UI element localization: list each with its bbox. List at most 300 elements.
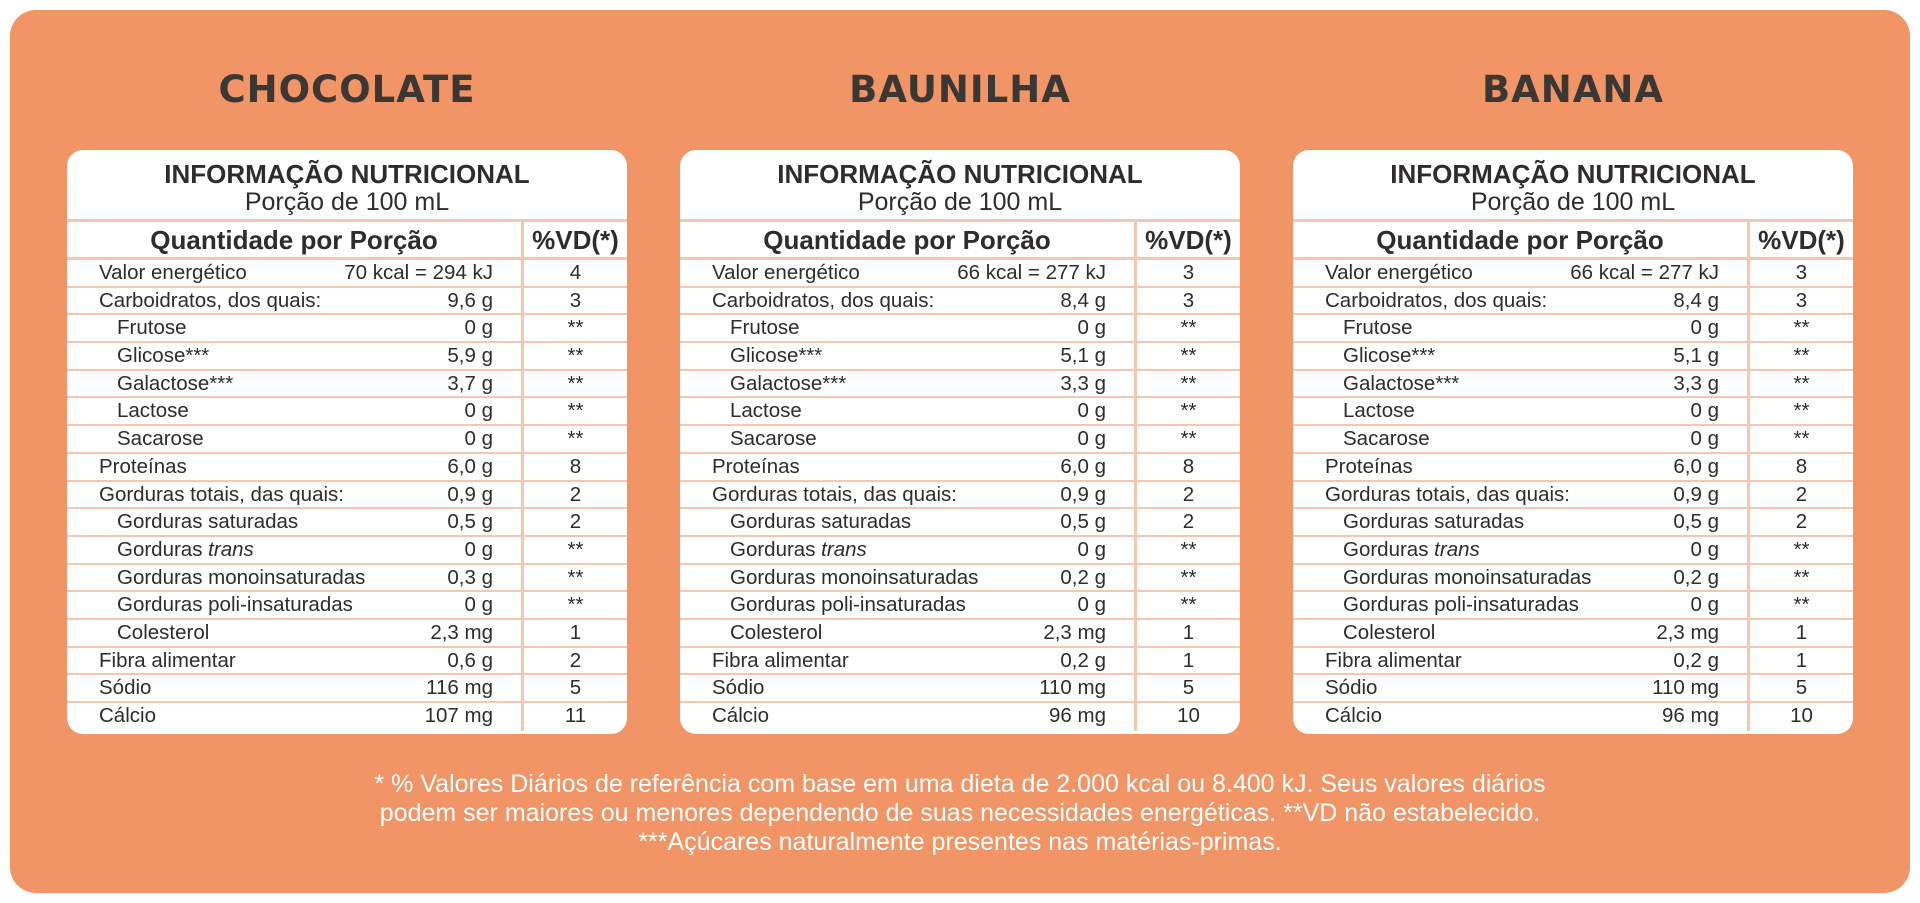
nutrient-cell (680, 675, 1137, 701)
nutrient-row (67, 620, 627, 648)
nutrient-amount: 0 g (464, 399, 493, 423)
nutrient-name-wrap (117, 620, 209, 646)
nutrition-panel (10, 10, 1910, 893)
vd-header: %VD(*) (1145, 225, 1232, 255)
nutrient-name-italic: trans (1434, 537, 1480, 561)
nutrient-amount: 0 g (464, 537, 493, 561)
nutrient-row (67, 703, 627, 731)
nutrient-vd: 5 (1795, 676, 1808, 700)
nutrient-name: Lactose (1343, 399, 1415, 423)
nutrient-cell (67, 592, 524, 618)
footnote-line: podem ser maiores ou menores dependendo de suas necessidades energéticas. **VD não estabelecido. (379, 799, 1541, 827)
nutrient-row (680, 288, 1240, 316)
nutrient-amount: 8,4 g (1060, 288, 1106, 312)
nutrient-name: Sacarose (730, 427, 817, 451)
nutrient-cell (680, 288, 1137, 314)
nutrient-name: Gorduras monoinsaturadas (730, 565, 979, 589)
nutrient-name: Gorduras (730, 537, 816, 561)
nutrient-cell (680, 592, 1137, 618)
nutrient-amount: 2,3 mg (1043, 620, 1106, 644)
card-title: INFORMAÇÃO NUTRICIONAL (777, 159, 1143, 189)
nutrient-name: Galactose*** (730, 371, 847, 395)
nutrient-row (680, 648, 1240, 676)
nutrient-row (67, 648, 627, 676)
nutrient-row (1293, 675, 1853, 703)
card-header (67, 150, 627, 222)
nutrient-cell (1293, 592, 1750, 618)
nutrient-vd: 4 (569, 261, 582, 284)
nutrient-name: Gorduras poli-insaturadas (730, 593, 966, 617)
nutrient-row (1293, 398, 1853, 426)
nutrient-name-wrap (99, 675, 151, 701)
nutrient-vd: ** (1180, 427, 1197, 451)
vd-header: %VD(*) (532, 225, 619, 255)
nutrient-rows (1293, 260, 1853, 731)
nutrient-vd: ** (1793, 344, 1810, 368)
nutrient-amount: 0 g (1690, 316, 1719, 340)
nutrient-vd: 10 (1790, 704, 1813, 727)
quantity-header: Quantidade por Porção (680, 222, 1137, 257)
nutrient-name: Galactose*** (1343, 371, 1460, 395)
nutrient-row (67, 398, 627, 426)
nutrient-amount: 0,5 g (447, 510, 493, 534)
nutrient-amount: 0,2 g (1060, 648, 1106, 672)
nutrient-amount: 70 kcal = 294 kJ (344, 261, 493, 284)
nutrient-cell (1293, 288, 1750, 314)
nutrient-name-wrap (117, 315, 187, 341)
nutrient-name: Colesterol (730, 620, 823, 644)
nutrient-row (1293, 454, 1853, 482)
nutrient-amount: 0,9 g (447, 482, 493, 506)
nutrient-name: Sacarose (1343, 427, 1430, 451)
card-subtitle: Porção de 100 mL (1470, 188, 1676, 216)
nutrient-name: Glicose*** (1343, 344, 1436, 368)
nutrient-cell (680, 648, 1137, 674)
footnote-line: * % Valores Diários de referência com base em uma dieta de 2.000 kcal ou 8.400 kJ. Seus valores diários (374, 770, 1546, 798)
nutrient-cell (680, 343, 1137, 369)
nutrient-cell (67, 703, 524, 731)
nutrient-name-wrap (99, 454, 187, 480)
nutrient-row (680, 620, 1240, 648)
nutrient-amount: 107 mg (424, 704, 493, 727)
nutrient-vd: ** (1180, 399, 1197, 423)
nutrient-name-wrap (1325, 675, 1377, 701)
nutrient-name: Galactose*** (117, 371, 234, 395)
nutrient-name: Sódio (712, 676, 765, 700)
nutrient-cell (680, 565, 1137, 591)
nutrient-name: Gorduras saturadas (1343, 510, 1525, 534)
nutrient-rows (67, 260, 627, 731)
nutrient-name: Gorduras (117, 537, 203, 561)
nutrition-card (67, 150, 627, 734)
column-header-row (680, 222, 1240, 260)
nutrient-amount: 5,1 g (1060, 344, 1106, 368)
nutrient-name: Valor energético (712, 261, 860, 284)
nutrient-vd: 1 (1795, 620, 1808, 644)
nutrient-amount: 110 mg (1652, 676, 1719, 700)
nutrient-cell (1293, 315, 1750, 341)
nutrient-vd: ** (567, 565, 584, 589)
nutrient-amount: 0 g (1077, 537, 1106, 561)
nutrient-row (1293, 343, 1853, 371)
nutrient-name: Gorduras poli-insaturadas (117, 593, 353, 617)
nutrient-cell (680, 482, 1137, 508)
nutrient-row (67, 675, 627, 703)
nutrient-name: Gorduras monoinsaturadas (117, 565, 366, 589)
nutrient-vd: 2 (1182, 510, 1195, 534)
nutrient-cell (67, 454, 524, 480)
nutrient-vd: 3 (1795, 288, 1808, 312)
nutrient-name-wrap (730, 343, 822, 369)
nutrient-amount: 0 g (1077, 427, 1106, 451)
nutrient-cell (67, 648, 524, 674)
nutrient-name-wrap (1343, 537, 1480, 563)
nutrient-vd: 2 (569, 482, 582, 506)
nutrient-name-wrap (117, 371, 233, 397)
nutrient-vd: 5 (569, 676, 582, 700)
nutrient-name: Proteínas (99, 454, 187, 478)
quantity-header: Quantidade por Porção (67, 222, 524, 257)
nutrient-name-wrap (1325, 454, 1413, 480)
nutrient-name-wrap (1343, 343, 1435, 369)
nutrient-vd: 3 (569, 288, 582, 312)
card-subtitle: Porção de 100 mL (244, 188, 450, 216)
nutrient-vd: ** (1180, 565, 1197, 589)
nutrient-vd: ** (567, 399, 584, 423)
nutrient-vd: 3 (1182, 288, 1195, 312)
nutrient-cell (67, 509, 524, 535)
nutrient-cell (67, 426, 524, 452)
nutrient-name-wrap (117, 509, 298, 535)
nutrient-name-wrap (1325, 482, 1570, 508)
nutrient-row (680, 426, 1240, 454)
nutrient-vd: 3 (1182, 261, 1195, 284)
nutrient-vd: 1 (1182, 648, 1195, 672)
nutrient-name: Frutose (1343, 316, 1413, 340)
nutrient-amount: 96 mg (1662, 704, 1719, 727)
nutrient-cell (1293, 565, 1750, 591)
nutrient-amount: 0 g (464, 316, 493, 340)
nutrient-cell (1293, 703, 1750, 731)
nutrient-row (67, 482, 627, 510)
nutrient-name-wrap (730, 592, 966, 618)
nutrient-cell (1293, 482, 1750, 508)
nutrient-cell (67, 315, 524, 341)
nutrition-card (680, 150, 1240, 734)
nutrient-name-wrap (712, 454, 800, 480)
nutrient-name-wrap (1343, 592, 1579, 618)
nutrient-amount: 66 kcal = 277 kJ (1570, 261, 1719, 284)
nutrition-card (1293, 150, 1853, 734)
nutrient-row (1293, 565, 1853, 593)
nutrient-row (680, 592, 1240, 620)
nutrient-vd: ** (567, 316, 584, 340)
nutrient-row (67, 288, 627, 316)
nutrient-name-wrap (712, 482, 957, 508)
nutrient-name: Sódio (1325, 676, 1378, 700)
nutrient-amount: 6,0 g (1673, 454, 1719, 478)
nutrient-name-wrap (730, 315, 800, 341)
nutrient-name: Proteínas (712, 454, 800, 478)
nutrient-vd: ** (1793, 399, 1810, 423)
nutrient-amount: 5,9 g (447, 344, 493, 368)
nutrient-name: Valor energético (1325, 261, 1473, 284)
card-subtitle: Porção de 100 mL (857, 188, 1063, 216)
nutrient-name-wrap (1343, 371, 1459, 397)
nutrient-name-wrap (1343, 426, 1430, 452)
nutrient-name-wrap (730, 509, 911, 535)
nutrient-amount: 3,3 g (1673, 371, 1719, 395)
nutrient-name: Fibra alimentar (99, 648, 236, 672)
nutrient-name-wrap (1343, 620, 1435, 646)
nutrient-vd: 1 (1795, 648, 1808, 672)
nutrient-row (1293, 260, 1853, 288)
card-title: INFORMAÇÃO NUTRICIONAL (164, 159, 530, 189)
flavor-title: BANANA (1481, 68, 1665, 111)
nutrient-row (680, 703, 1240, 731)
nutrient-name-wrap (712, 703, 769, 729)
nutrient-name-wrap (712, 288, 934, 314)
nutrient-vd: 2 (1795, 510, 1808, 534)
nutrient-row (1293, 482, 1853, 510)
nutrient-amount: 0 g (1077, 316, 1106, 340)
nutrient-name-wrap (730, 426, 817, 452)
nutrient-name: Lactose (117, 399, 189, 423)
nutrient-cell (680, 620, 1137, 646)
nutrient-row (1293, 315, 1853, 343)
card-header (1293, 150, 1853, 222)
nutrient-cell (1293, 648, 1750, 674)
nutrient-row (680, 509, 1240, 537)
nutrient-name: Frutose (730, 316, 800, 340)
card-header (680, 150, 1240, 222)
nutrient-amount: 0 g (464, 427, 493, 451)
nutrient-cell (67, 537, 524, 563)
nutrient-vd: ** (567, 371, 584, 395)
nutrient-name-wrap (1343, 565, 1591, 591)
nutrient-vd: ** (1793, 316, 1810, 340)
nutrient-cell (1293, 426, 1750, 452)
nutrient-name-wrap (1325, 288, 1547, 314)
nutrient-row (67, 371, 627, 399)
nutrient-cell (680, 315, 1137, 341)
nutrient-row (1293, 288, 1853, 316)
nutrient-amount: 110 mg (1039, 676, 1106, 700)
nutrient-name-wrap (1343, 315, 1413, 341)
nutrient-vd: 8 (569, 454, 582, 478)
nutrient-amount: 0 g (1077, 593, 1106, 617)
nutrient-name: Cálcio (1325, 704, 1382, 727)
flavor-title: CHOCOLATE (218, 68, 476, 111)
nutrient-vd: 11 (564, 704, 587, 727)
nutrient-row (680, 454, 1240, 482)
nutrient-amount: 6,0 g (1060, 454, 1106, 478)
nutrient-name: Sódio (99, 676, 152, 700)
nutrient-row (1293, 648, 1853, 676)
footnote (10, 770, 1910, 857)
nutrient-row (67, 315, 627, 343)
column-header-row (67, 222, 627, 260)
nutrient-name: Carboidratos, dos quais: (99, 288, 322, 312)
nutrient-name-wrap (117, 592, 353, 618)
nutrient-row (680, 343, 1240, 371)
nutrient-cell (67, 343, 524, 369)
nutrient-vd: ** (1793, 537, 1810, 561)
nutrient-cell (680, 371, 1137, 397)
nutrient-name-wrap (117, 537, 254, 563)
nutrient-vd: 8 (1795, 454, 1808, 478)
nutrient-cell (680, 426, 1137, 452)
nutrient-name-italic: trans (208, 537, 254, 561)
nutrient-cell (1293, 509, 1750, 535)
nutrient-amount: 0,5 g (1673, 510, 1719, 534)
nutrient-name: Colesterol (117, 620, 210, 644)
nutrient-vd: 1 (569, 620, 582, 644)
nutrient-amount: 0,6 g (447, 648, 493, 672)
nutrient-amount: 0,2 g (1673, 565, 1719, 589)
nutrient-vd: ** (1180, 537, 1197, 561)
nutrient-amount: 0,9 g (1673, 482, 1719, 506)
nutrient-name-wrap (1325, 703, 1382, 729)
nutrient-vd: ** (567, 344, 584, 368)
nutrient-cell (680, 703, 1137, 731)
nutrient-name: Cálcio (99, 704, 156, 727)
vd-header: %VD(*) (1758, 225, 1845, 255)
nutrient-cell (680, 509, 1137, 535)
nutrient-amount: 2,3 mg (430, 620, 493, 644)
nutrient-cell (1293, 371, 1750, 397)
nutrient-name: Gorduras monoinsaturadas (1343, 565, 1592, 589)
nutrient-amount: 8,4 g (1673, 288, 1719, 312)
nutrient-amount: 0 g (464, 593, 493, 617)
nutrient-row (1293, 537, 1853, 565)
nutrient-name-wrap (99, 648, 236, 674)
nutrient-cell (67, 620, 524, 646)
nutrient-vd: 5 (1182, 676, 1195, 700)
nutrient-amount: 0,5 g (1060, 510, 1106, 534)
nutrient-name-wrap (730, 537, 867, 563)
nutrient-vd: ** (567, 427, 584, 451)
nutrient-row (1293, 620, 1853, 648)
column-header-row (1293, 222, 1853, 260)
nutrient-amount: 0,2 g (1060, 565, 1106, 589)
nutrient-name: Fibra alimentar (1325, 648, 1462, 672)
nutrient-name-wrap (730, 398, 802, 424)
nutrient-amount: 66 kcal = 277 kJ (957, 261, 1106, 284)
nutrient-cell (1293, 343, 1750, 369)
nutrient-cell (1293, 537, 1750, 563)
card-title: INFORMAÇÃO NUTRICIONAL (1390, 159, 1756, 189)
nutrient-row (680, 398, 1240, 426)
nutrient-name: Valor energético (99, 261, 247, 284)
nutrient-cell (680, 398, 1137, 424)
nutrient-vd: 2 (569, 648, 582, 672)
nutrient-amount: 3,3 g (1060, 371, 1106, 395)
quantity-header: Quantidade por Porção (1293, 222, 1750, 257)
nutrient-vd: ** (567, 593, 584, 617)
nutrient-cell (67, 675, 524, 701)
nutrient-vd: 10 (1177, 704, 1200, 727)
nutrient-name-wrap (99, 260, 247, 286)
nutrient-vd: ** (1793, 371, 1810, 395)
nutrient-amount: 0,9 g (1060, 482, 1106, 506)
nutrient-name: Gorduras totais, das quais: (712, 482, 957, 506)
nutrient-name-wrap (117, 426, 204, 452)
nutrient-row (1293, 509, 1853, 537)
nutrient-name: Lactose (730, 399, 802, 423)
nutrient-vd: ** (567, 537, 584, 561)
nutrient-row (1293, 426, 1853, 454)
nutrient-name: Glicose*** (117, 344, 210, 368)
nutrient-name: Carboidratos, dos quais: (712, 288, 935, 312)
nutrient-amount: 3,7 g (447, 371, 493, 395)
nutrient-row (680, 371, 1240, 399)
nutrient-rows (680, 260, 1240, 731)
nutrient-cell (680, 454, 1137, 480)
nutrient-vd: 3 (1795, 261, 1808, 284)
nutrient-vd: ** (1180, 371, 1197, 395)
nutrient-row (67, 343, 627, 371)
nutrient-cell (67, 398, 524, 424)
nutrient-row (67, 509, 627, 537)
nutrient-row (680, 565, 1240, 593)
nutrient-amount: 0 g (1077, 399, 1106, 423)
nutrient-vd: 1 (1182, 620, 1195, 644)
nutrient-name: Gorduras (1343, 537, 1429, 561)
nutrient-vd: 2 (1795, 482, 1808, 506)
nutrient-name-wrap (99, 482, 344, 508)
nutrient-vd: ** (1793, 565, 1810, 589)
nutrient-row (67, 260, 627, 288)
nutrient-name: Carboidratos, dos quais: (1325, 288, 1548, 312)
nutrient-cell (67, 288, 524, 314)
nutrient-cell (67, 371, 524, 397)
nutrient-row (680, 482, 1240, 510)
nutrient-row (680, 260, 1240, 288)
nutrient-vd: ** (1793, 593, 1810, 617)
nutrient-name: Glicose*** (730, 344, 823, 368)
nutrient-name: Gorduras saturadas (117, 510, 299, 534)
nutrient-row (680, 675, 1240, 703)
nutrient-name-italic: trans (821, 537, 867, 561)
nutrient-row (1293, 592, 1853, 620)
nutrient-name: Sacarose (117, 427, 204, 451)
nutrient-row (67, 592, 627, 620)
nutrient-cell (1293, 398, 1750, 424)
nutrient-name: Fibra alimentar (712, 648, 849, 672)
nutrient-name: Gorduras totais, das quais: (99, 482, 344, 506)
nutrient-amount: 5,1 g (1673, 344, 1719, 368)
nutrient-name: Gorduras saturadas (730, 510, 912, 534)
nutrient-name-wrap (99, 703, 156, 729)
nutrient-row (67, 565, 627, 593)
nutrient-vd: ** (1793, 427, 1810, 451)
nutrient-amount: 0 g (1690, 593, 1719, 617)
nutrient-row (680, 537, 1240, 565)
nutrient-name: Cálcio (712, 704, 769, 727)
nutrient-name-wrap (99, 288, 321, 314)
nutrient-name-wrap (712, 260, 860, 286)
nutrient-name-wrap (1325, 260, 1473, 286)
nutrient-name: Gorduras poli-insaturadas (1343, 593, 1579, 617)
nutrient-vd: 2 (1182, 482, 1195, 506)
nutrient-row (1293, 703, 1853, 731)
nutrient-name: Colesterol (1343, 620, 1436, 644)
nutrient-amount: 116 mg (426, 676, 493, 700)
nutrient-name-wrap (1343, 398, 1415, 424)
nutrient-amount: 96 mg (1049, 704, 1106, 727)
nutrient-amount: 6,0 g (447, 454, 493, 478)
